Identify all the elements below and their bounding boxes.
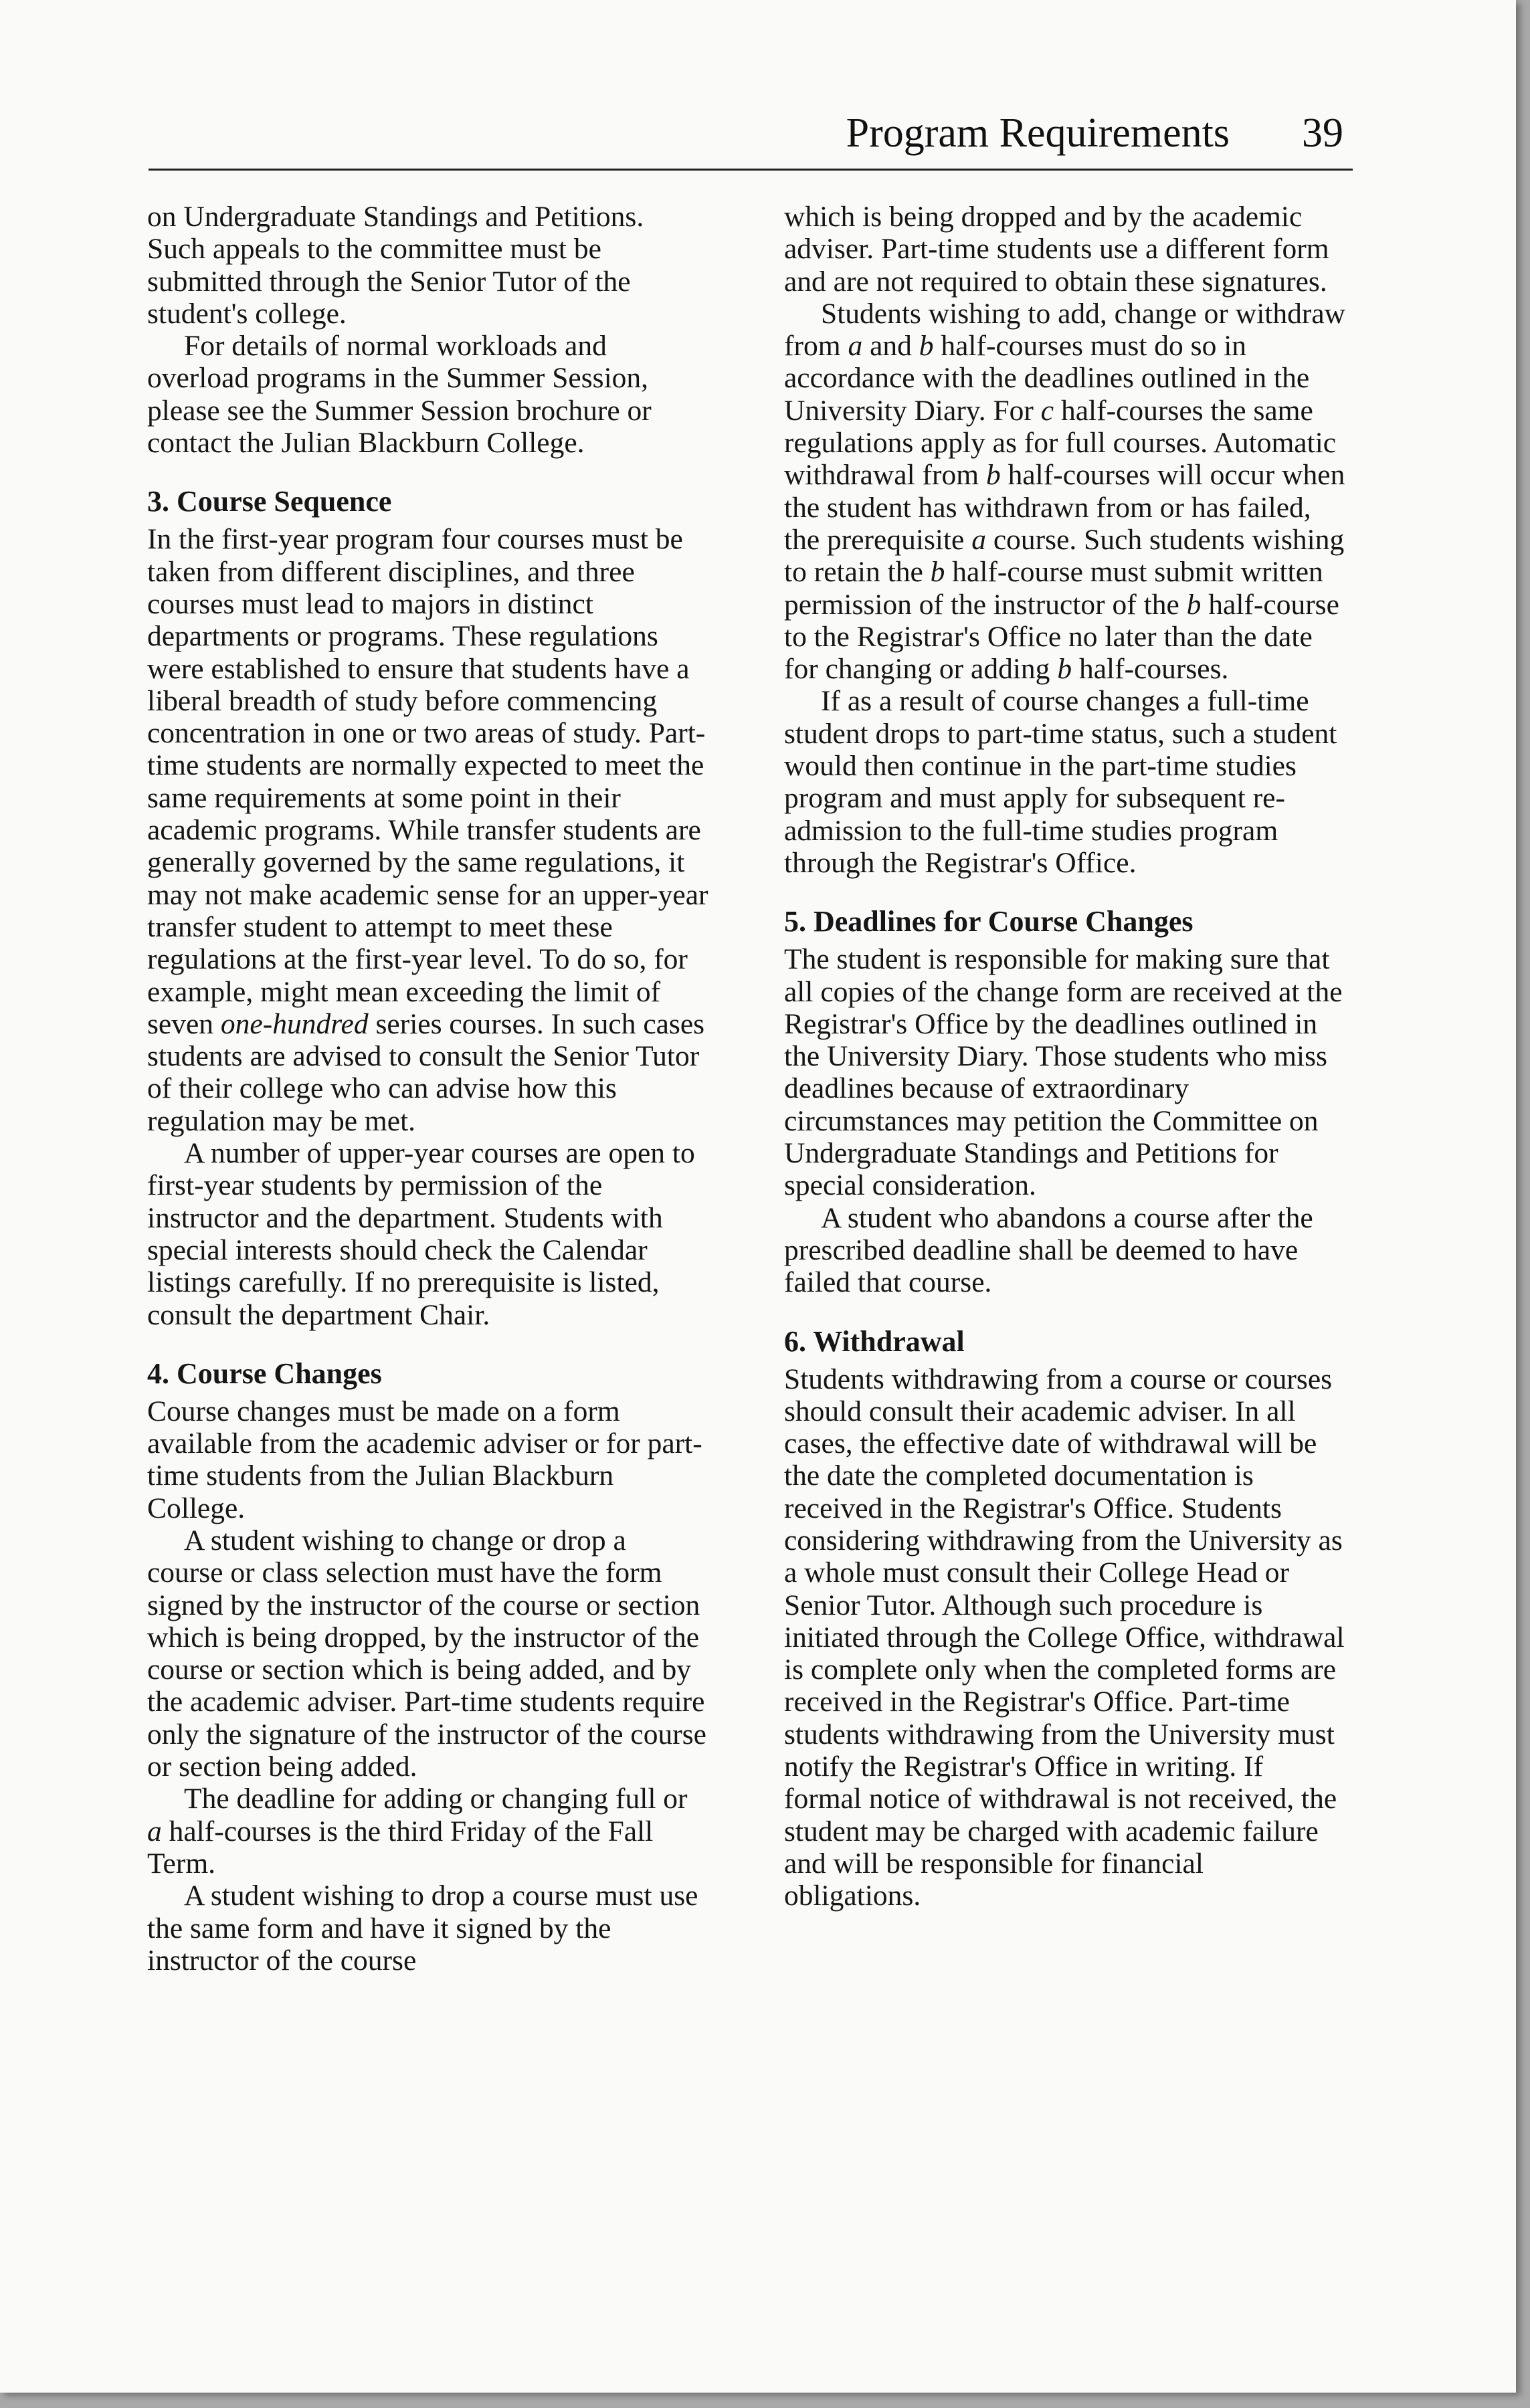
header-title: Program Requirements: [846, 110, 1230, 156]
section-heading-course-sequence: 3. Course Sequence: [147, 485, 392, 518]
paragraph: A student wishing to drop a course must use the same form and have it signed by the instructor of the course: [147, 1880, 698, 1977]
section-heading-withdrawal: 6. Withdrawal: [784, 1324, 965, 1358]
section-heading-deadlines: 5. Deadlines for Course Changes: [784, 905, 1193, 938]
header-rule: [149, 169, 1353, 171]
paragraph: Students wishing to add, change or withdraw from a and b half-courses must do so in accordance with the deadlines outlined in the University Diary. For c half-courses the same regulations apply as for full courses. Automatic withdrawal from b half-courses will occur when the student has withdrawn from or has failed, the prerequisite a course. Such students wishing to retain the b half-course must submit written permission of the instructor of the b half-course to the Registrar's Office no later than the date for changing or adding b half-courses.: [784, 297, 1346, 686]
paragraph: on Undergraduate Standings and Petitions. Such appeals to the committee must be submitted through the Senior Tutor of the student's college.: [147, 201, 644, 330]
paragraph: which is being dropped and by the academic adviser. Part-time students use a different form and are not required to obtain these signatures.: [784, 201, 1329, 298]
page-number: 39: [1302, 110, 1343, 156]
running-header: [846, 106, 1343, 161]
paragraph: A student who abandons a course after the prescribed deadline shall be deemed to have failed that course.: [784, 1201, 1313, 1299]
paragraph: In the first-year program four courses must be taken from different disciplines, and three courses must lead to majors in distinct departments or programs. These regulations were established to ensure that students have a liberal breadth of study before commencing concentration in one or two areas of study. Part-time students are normally expected to meet the same requirements at some point in their academic programs. While transfer students are generally governed by the same regulations, it may not make academic sense for an upper-year transfer student to attempt to meet these regulations at the first-year level. To do so, for example, might mean exceeding the limit of seven one-hundred series courses. In such cases students are advised to consult the Senior Tutor of their college who can advise how this regulation may be met.: [147, 523, 708, 1137]
right-column: [784, 201, 1346, 1912]
paragraph: For details of normal workloads and overload programs in the Summer Session, please see the Summer Session brochure or contact the Julian Blackburn College.: [147, 330, 652, 460]
paragraph: If as a result of course changes a full-time student drops to part-time status, such a student would then continue in the part-time studies program and must apply for subsequent re-admission to the full-time studies program through the Registrar's Office.: [784, 685, 1337, 879]
paragraph: Students withdrawing from a course or courses should consult their academic adviser. In all cases, the effective date of withdrawal will be the date the completed documentation is received in the Registrar's Office. Students considering withdrawing from the University as a whole must consult their College Head or Senior Tutor. Although such procedure is initiated through the College Office, withdrawal is complete only when the completed forms are received in the Registrar's Office. Part-time students withdrawing from the University must notify the Registrar's Office in writing. If formal notice of withdrawal is not received, the student may be charged with academic failure and will be responsible for financial obligations.: [784, 1363, 1345, 1912]
paragraph: The student is responsible for making sure that all copies of the change form are received at the Registrar's Office by the deadlines outlined in the University Diary. Those students who miss deadlines because of extraordinary circumstances may petition the Committee on Undergraduate Standings and Petitions for special consideration.: [784, 943, 1343, 1202]
paragraph: A student wishing to change or drop a course or class selection must have the form signed by the instructor of the course or section which is being dropped, by the instructor of the course or section which is being added, and by the academic adviser. Part-time students require only the signature of the instructor of the course or section being added.: [147, 1524, 706, 1783]
paragraph: The deadline for adding or changing full or a half-courses is the third Friday of the Fall Term.: [147, 1783, 688, 1880]
paragraph: Course changes must be made on a form available from the academic adviser or for part-time students from the Julian Blackburn College.: [147, 1395, 702, 1524]
section-heading-course-changes: 4. Course Changes: [147, 1357, 382, 1390]
left-column: [147, 201, 709, 1977]
paragraph: A number of upper-year courses are open to first-year students by permission of the instructor and the department. Students with special interests should check the Calendar listings carefully. If no prerequisite is listed, consult the department Chair.: [147, 1137, 695, 1331]
